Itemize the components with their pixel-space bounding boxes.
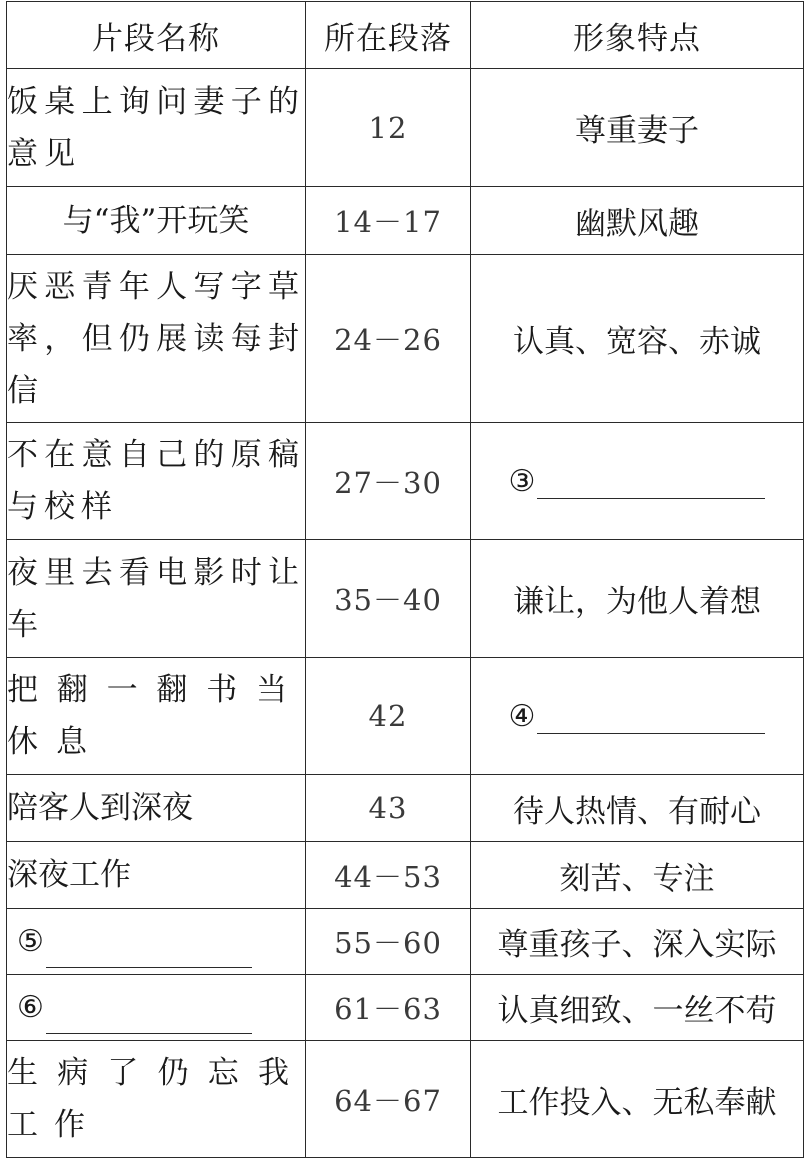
paragraph-cell: 44－53: [306, 842, 471, 909]
blank-number: ⑤: [17, 924, 44, 959]
fragment-name-cell: 厌恶青年人写字草率，但仍展读每封信: [7, 255, 306, 423]
trait-blank-cell: [471, 423, 804, 540]
trait-cell: 认真细致、一丝不苟: [471, 975, 804, 1041]
blank-number: ③: [508, 464, 536, 499]
header-fragment-name: 片段名称: [7, 2, 306, 69]
blank-number: ④: [508, 699, 536, 734]
table-row: [7, 775, 804, 842]
header-paragraph: 所在段落: [306, 2, 471, 69]
trait-cell: 认真、宽容、赤诚: [471, 255, 804, 423]
fragment-name-blank-cell: [7, 909, 306, 975]
paragraph-cell: 12: [306, 69, 471, 187]
trait-cell: 谦让，为他人着想: [471, 540, 804, 658]
paragraph-cell: 14－17: [306, 187, 471, 255]
table-row: [7, 909, 804, 975]
table-row: [7, 842, 804, 909]
answer-blank[interactable]: [46, 939, 252, 968]
paragraph-cell: 43: [306, 775, 471, 842]
table-row: [7, 975, 804, 1041]
answer-blank[interactable]: [46, 1005, 252, 1034]
answer-blank[interactable]: [537, 470, 765, 499]
fragment-name-cell: 深夜工作: [7, 842, 306, 909]
table-row: [7, 423, 804, 540]
blank-number: ⑥: [17, 990, 44, 1025]
fragment-name-cell: 不在意自己的原稿与校样: [7, 423, 306, 540]
paragraph-cell: 27－30: [306, 423, 471, 540]
paragraph-cell: 24－26: [306, 255, 471, 423]
fragment-name-cell: 陪客人到深夜: [7, 775, 306, 842]
table-row: [7, 540, 804, 658]
table-row: [7, 658, 804, 775]
fragment-name-cell: 夜里去看电影时让车: [7, 540, 306, 658]
fragment-name-cell: 生病了仍忘我工作: [7, 1041, 306, 1158]
table-row: [7, 69, 804, 187]
fragment-name-blank-cell: [7, 975, 306, 1041]
table-row: [7, 1041, 804, 1158]
trait-cell: 待人热情、有耐心: [471, 775, 804, 842]
header-traits: 形象特点: [471, 2, 804, 69]
trait-cell: 工作投入、无私奉献: [471, 1041, 804, 1158]
trait-cell: 刻苦、专注: [471, 842, 804, 909]
paragraph-cell: 35－40: [306, 540, 471, 658]
table-row: [7, 187, 804, 255]
analysis-table: [6, 1, 804, 1158]
paragraph-cell: 61－63: [306, 975, 471, 1041]
answer-blank[interactable]: [537, 705, 765, 734]
fragment-name-cell: 把翻一翻书当休息: [7, 658, 306, 775]
trait-blank-cell: [471, 658, 804, 775]
trait-cell: 幽默风趣: [471, 187, 804, 255]
table-row: [7, 255, 804, 423]
fragment-name-cell: 饭桌上询问妻子的意见: [7, 69, 306, 187]
fragment-name-cell: 与“我”开玩笑: [7, 187, 306, 255]
header-row: [7, 2, 804, 69]
trait-cell: 尊重孩子、深入实际: [471, 909, 804, 975]
paragraph-cell: 64－67: [306, 1041, 471, 1158]
trait-cell: 尊重妻子: [471, 69, 804, 187]
paragraph-cell: 55－60: [306, 909, 471, 975]
paragraph-cell: 42: [306, 658, 471, 775]
